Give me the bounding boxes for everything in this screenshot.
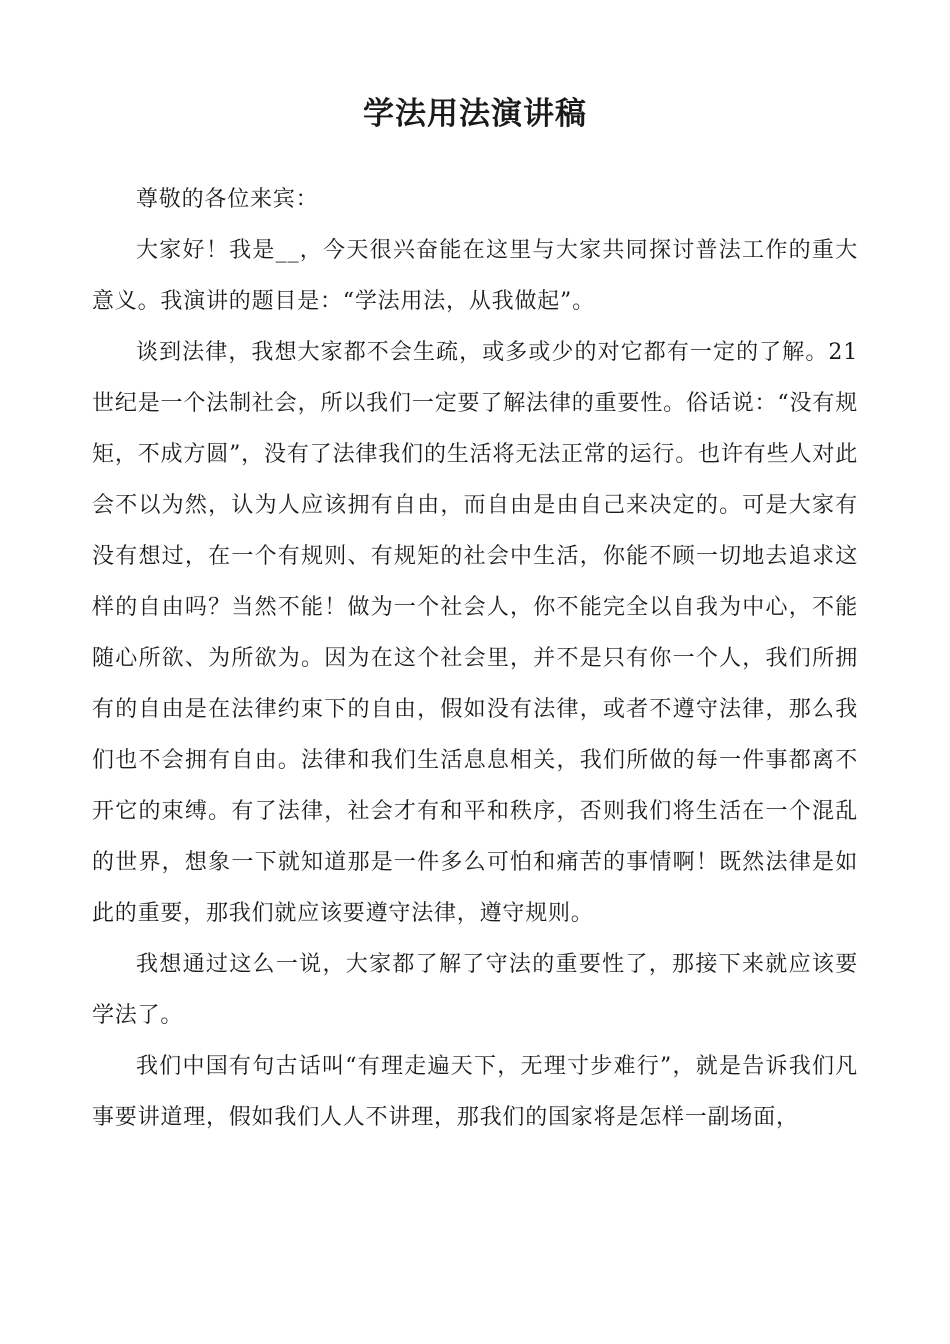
document-title: 学法用法演讲稿: [363, 96, 587, 132]
paragraph-salutation: 尊敬的各位来宾：: [136, 187, 319, 212]
paragraph-greeting: 大家好！我是__，今天很兴奋能在这里与大家共同探讨普法工作的重大意义。我演讲的题目是：“学法用法，从我做起”。: [92, 238, 858, 314]
paragraph-transition: 我想通过这么一说，大家都了解了守法的重要性了，那接下来就应该要学法了。: [92, 952, 858, 1028]
document-body: [92, 174, 858, 1143]
paragraph-proverb: 我们中国有句古话叫“有理走遍天下，无理寸步难行”，就是告诉我们凡事要讲道理，假如我们人人不讲理，那我们的国家将是怎样一副场面，: [92, 1054, 858, 1130]
paragraph-law-importance: 谈到法律，我想大家都不会生疏，或多或少的对它都有一定的了解。21世纪是一个法制社会，所以我们一定要了解法律的重要性。俗话说：“没有规矩，不成方圆”，没有了法律我们的生活将无法正常的运行。也许有些人对此会不以为然，认为人应该拥有自由，而自由是由自己来决定的。可是大家有没有想过，在一个有规则、有规矩的社会中生活，你能不顾一切地去追求这样的自由吗？当然不能！做为一个社会人，你不能完全以自我为中心，不能随心所欲、为所欲为。因为在这个社会里，并不是只有你一个人，我们所拥有的自由是在法律约束下的自由，假如没有法律，或者不遵守法律，那么我们也不会拥有自由。法律和我们生活息息相关，我们所做的每一件事都离不开它的束缚。有了法律，社会才有和平和秩序，否则我们将生活在一个混乱的世界，想象一下就知道那是一件多么可怕和痛苦的事情啊！既然法律是如此的重要，那我们就应该要遵守法律，遵守规则。: [92, 340, 858, 926]
